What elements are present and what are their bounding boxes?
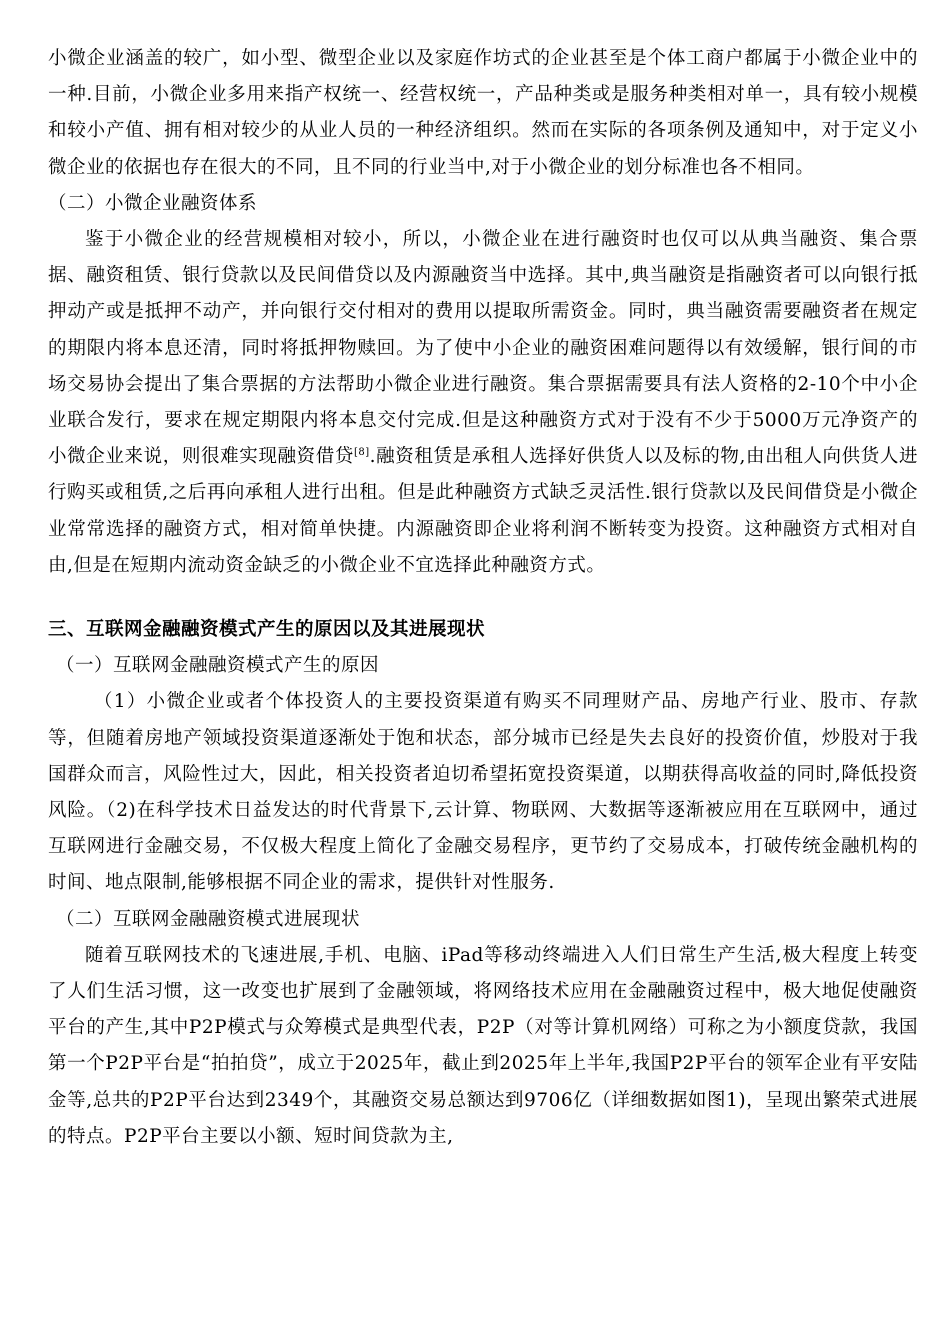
paragraph-causes: （1）小微企业或者个体投资人的主要投资渠道有购买不同理财产品、房地产行业、股市、存款等，但随着房地产领域投资渠道逐渐处于饱和状态，部分城市已经是失去良好的投资价值，炒股对于我国群众而言，风险性过大，因此，相关投资者迫切希望拓宽投资渠道，以期获得高收益的同时,降低投资风险。（2)在科学技术日益发达的时代背景下,云计算、物联网、大数据等逐渐被应用在互联网中，通过互联网进行金融交易，不仅极大程度上简化了金融交易程序，更节约了交易成本，打破传统金融机构的时间、地点限制,能够根据不同企业的需求，提供针对性服务. xyxy=(48,691,918,894)
paragraph-financing-system xyxy=(48,222,918,584)
section-heading-three: 三、互联网金融融资模式产生的原因以及其进展现状 xyxy=(48,619,486,641)
document-page xyxy=(48,41,918,1155)
paragraph-current-status: 随着互联网技术的飞速进展,手机、电脑、iPad等移动终端进入人们日常生产生活,极大程度上转变了人们生活习惯，这一改变也扩展到了金融领域，将网络技术应用在金融融资过程中，极大地促使融资平台的产生,其中P2P模式与众筹模式是典型代表，P2P（对等计算机网络）可称之为小额度贷款，我国第一个P2P平台是“拍拍贷”，成立于2025年，截止到2025年上半年,我国P2P平台的领军企业有平安陆金等,总共的P2P平台达到2349个，其融资交易总额达到9706亿（详细数据如图1)，呈现出繁荣式进展的特点。P2P平台主要以小额、短时间贷款为主, xyxy=(48,944,918,1147)
subheading-causes: （一）互联网金融融资模式产生的原因 xyxy=(56,655,380,677)
paragraph-financing-system-text-a: 鉴于小微企业的经营规模相对较小，所以，小微企业在进行融资时也仅可以从典当融资、集合票据、融资租赁、银行贷款以及民间借贷以及内源融资当中选择。其中,典当融资是指融资者可以向银行抵押动产或是抵押不动产，并向银行交付相对的费用以提取所需资金。同时，典当融资需要融资者在规定的期限内将本息还清，同时将抵押物赎回。为了使中小企业的融资困难问题得以有效缓解，银行间的市场交易协会提出了集合票据的方法帮助小微企业进行融资。集合票据需要具有法人资格的2-10个中小企业联合发行，要求在规定期限内将本息交付完成.但是这种融资方式对于没有不少于5000万元净资产的小微企业来说，则很难实现融资借贷 xyxy=(48,229,918,468)
subheading-financing-system: （二）小微企业融资体系 xyxy=(48,192,258,214)
subheading-current-status: （二）互联网金融融资模式进展现状 xyxy=(56,908,361,930)
citation-reference: [8] xyxy=(353,447,370,459)
paragraph-financing-system-text-b: .融资租赁是承租人选择好供货人以及标的物,由出租人向供货人进行购买或租赁,之后再向承租人进行出租。但是此种融资方式缺乏灵活性.银行贷款以及民间借贷是小微企业常常选择的融资方式，相对简单快捷。内源融资即企业将利润不断转变为投资。这种融资方式相对自由,但是在短期内流动资金缺乏的小微企业不宜选择此种融资方式。 xyxy=(48,446,918,576)
paragraph-small-micro-enterprise-definition: 小微企业涵盖的较广，如小型、微型企业以及家庭作坊式的企业甚至是个体工商户都属于小微企业中的一种.目前，小微企业多用来指产权统一、经营权统一，产品种类或是服务种类相对单一，具有较小规模和较小产值、拥有相对较少的从业人员的一种经济组织。然而在实际的各项条例及通知中，对于定义小微企业的依据也存在很大的不同，且不同的行业当中,对于小微企业的划分标准也各不相同。 xyxy=(48,48,918,178)
